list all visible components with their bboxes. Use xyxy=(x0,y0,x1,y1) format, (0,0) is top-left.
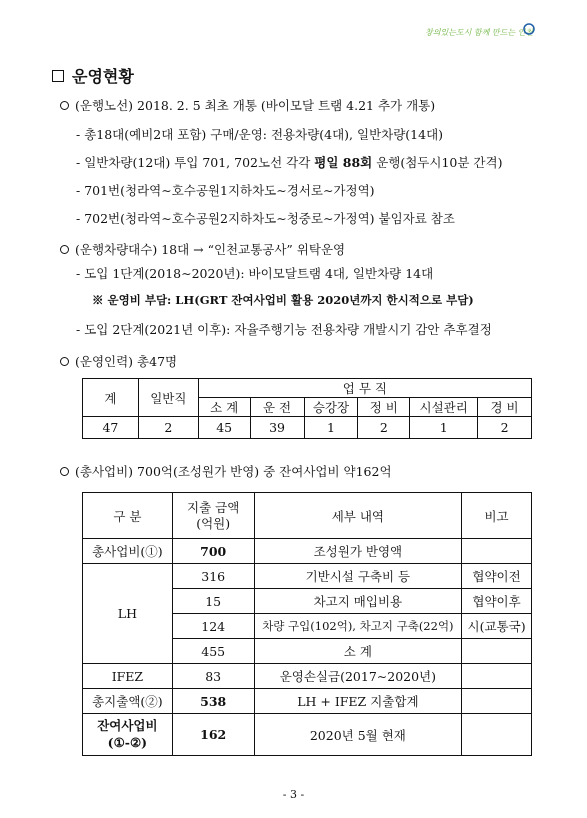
budget-lh-detail: 차고지 매입비용 xyxy=(254,589,462,614)
staff-heading xyxy=(60,352,177,370)
budget-remain-detail: 2020년 5월 현재 xyxy=(254,714,462,756)
budget-remain-label: 잔여사업비 (①-②) xyxy=(83,714,173,756)
budget-header: 비고 xyxy=(462,493,532,539)
budget-ifez-amount: 83 xyxy=(172,664,254,689)
budget-lh-amount: 124 xyxy=(172,614,254,639)
checkbox-icon xyxy=(52,70,64,82)
circle-bullet-icon xyxy=(60,467,69,476)
staff-table xyxy=(82,378,532,439)
budget-total-detail: 조성원가 반영액 xyxy=(254,539,462,564)
circle-bullet-icon xyxy=(60,101,69,110)
budget-remain-note xyxy=(462,714,532,756)
staff-value: 1 xyxy=(410,417,478,439)
budget-ifez-detail: 운영손실금(2017∼2020년) xyxy=(254,664,462,689)
staff-subheader: 운 전 xyxy=(250,398,304,417)
route-item-3: - 701번(청라역∼호수공원1지하차도∼경서로∼가정역) xyxy=(76,183,375,198)
budget-table xyxy=(82,492,532,756)
budget-total-label: 총사업비(①) xyxy=(83,539,173,564)
staff-subheader: 승강장 xyxy=(304,398,358,417)
page-number: - 3 - xyxy=(282,788,305,801)
staff-subheader: 소 계 xyxy=(198,398,250,417)
budget-total-note xyxy=(462,539,532,564)
staff-value: 45 xyxy=(198,417,250,439)
route-heading xyxy=(60,96,435,114)
staff-value: 1 xyxy=(304,417,358,439)
budget-spend-amount: 538 xyxy=(172,689,254,714)
budget-lh-amount: 455 xyxy=(172,639,254,664)
vehicles-item-1: - 도입 1단계(2018∼2020년): 바이모달트램 4대, 일반차량 14대 xyxy=(76,266,434,281)
staff-subheader: 경 비 xyxy=(478,398,532,417)
budget-header: 지출 금액 (억원) xyxy=(172,493,254,539)
city-logo xyxy=(425,20,537,42)
vehicles-heading-label: (운행차량대수) xyxy=(75,242,158,257)
vehicles-item-2: - 도입 2단계(2021년 이후): 자율주행기능 전용차량 개발시기 감안 추후결정 xyxy=(76,322,492,337)
budget-heading-text: 700억(조성원가 반영) 중 잔여사업비 약162억 xyxy=(133,464,392,479)
budget-lh-note xyxy=(462,639,532,664)
budget-heading-label: (총사업비) xyxy=(75,464,134,479)
staff-value: 39 xyxy=(250,417,304,439)
route-item-2: - 일반차량(12대) 투입 701, 702노선 각각 평일 88회 운행(첨두시10분 간격) xyxy=(76,155,503,170)
vehicles-note: ※ 운영비 부담: LH(GRT 잔여사업비 활용 2020년까지 한시적으로 부담) xyxy=(92,293,474,307)
staff-header-general: 일반직 xyxy=(138,379,198,417)
budget-lh-amount: 316 xyxy=(172,564,254,589)
staff-value: 2 xyxy=(478,417,532,439)
staff-value: 47 xyxy=(83,417,139,439)
budget-ifez-note xyxy=(462,664,532,689)
vehicles-heading-text: 18대 → “인천교통공사” 위탁운영 xyxy=(157,242,346,257)
budget-lh-note: 시(교통국) xyxy=(462,614,532,639)
budget-total-amount: 700 xyxy=(172,539,254,564)
staff-header-duty: 업 무 직 xyxy=(198,379,531,398)
budget-lh-detail: 차량 구입(102억), 차고지 구축(22억) xyxy=(254,614,462,639)
budget-header: 세부 내역 xyxy=(254,493,462,539)
route-item-2-bold: 평일 88회 xyxy=(314,155,373,170)
staff-header-total: 계 xyxy=(83,379,139,417)
budget-lh-amount: 15 xyxy=(172,589,254,614)
incheon-logo-icon xyxy=(425,20,537,42)
route-item-1: - 총18대(예비2대 포함) 구매/운영: 전용차량(4대), 일반차량(14대) xyxy=(76,127,444,142)
staff-value: 2 xyxy=(358,417,410,439)
circle-bullet-icon xyxy=(60,245,69,254)
budget-ifez-label: IFEZ xyxy=(83,664,173,689)
staff-subheader: 시설관리 xyxy=(410,398,478,417)
budget-lh-label: LH xyxy=(83,564,173,664)
route-heading-label: (운행노선) xyxy=(75,98,134,113)
budget-header: 구 분 xyxy=(83,493,173,539)
budget-spend-detail: LH + IFEZ 지출합계 xyxy=(254,689,462,714)
budget-spend-note xyxy=(462,689,532,714)
budget-lh-detail: 기반시설 구축비 등 xyxy=(254,564,462,589)
budget-lh-note: 협약이전 xyxy=(462,564,532,589)
route-item-4: - 702번(청라역∼호수공원2지하차도∼청중로∼가정역) 붙임자료 참조 xyxy=(76,211,455,226)
section-title xyxy=(52,64,134,87)
budget-spend-label: 총지출액(②) xyxy=(83,689,173,714)
budget-lh-detail: 소 계 xyxy=(254,639,462,664)
budget-remain-amount: 162 xyxy=(172,714,254,756)
section-title-text: 운영현황 xyxy=(72,67,134,86)
budget-lh-note: 협약이후 xyxy=(462,589,532,614)
route-heading-text: 2018. 2. 5 최초 개통 (바이모달 트램 4.21 추가 개통) xyxy=(133,98,436,113)
staff-heading-label: (운영인력) xyxy=(75,354,134,369)
staff-heading-text: 총47명 xyxy=(133,354,178,369)
budget-heading xyxy=(60,462,392,480)
staff-subheader: 정 비 xyxy=(358,398,410,417)
staff-value: 2 xyxy=(138,417,198,439)
vehicles-heading xyxy=(60,240,345,258)
circle-bullet-icon xyxy=(60,357,69,366)
logo-text: 창의있는도시 함께 만드는 인천 xyxy=(425,28,534,37)
